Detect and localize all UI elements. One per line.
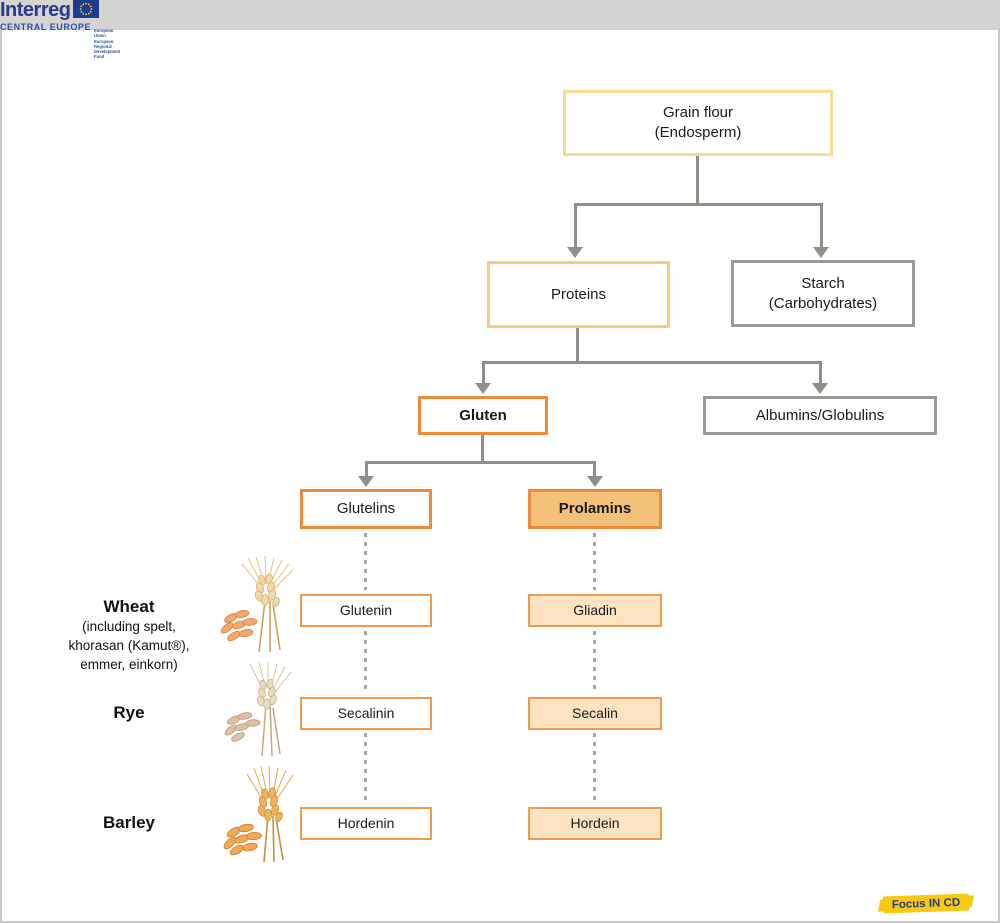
arrow-down-icon	[358, 476, 374, 487]
dotted-connector	[364, 533, 367, 590]
node-label: Secalinin	[337, 705, 395, 722]
node-glutelins	[300, 489, 432, 529]
node-label: Glutenin	[339, 602, 393, 619]
connector-line	[696, 156, 699, 203]
wheat-subtitle-line: (including spelt,	[82, 619, 176, 634]
focus-in-cd-banner	[883, 894, 970, 914]
node-label: Hordein	[570, 815, 620, 832]
connector-line	[574, 203, 577, 247]
window-top-bar	[0, 0, 1000, 30]
arrow-down-icon	[567, 247, 583, 258]
connector-line	[593, 461, 596, 476]
node-glutenin	[300, 594, 432, 627]
node-label: Proteins	[550, 285, 607, 303]
arrow-down-icon	[587, 476, 603, 487]
node-proteins	[487, 261, 670, 328]
connector-line	[576, 328, 579, 361]
node-label: Gluten	[459, 406, 507, 424]
node-label: Starch	[801, 274, 845, 292]
barley-title: Barley	[103, 813, 155, 832]
wheat-subtitle-line: emmer, einkorn)	[80, 657, 178, 673]
connector-line	[365, 461, 596, 464]
connector-line	[365, 461, 368, 476]
eu-funding-line: European Regional	[94, 38, 114, 49]
node-label: (Carbohydrates)	[768, 294, 878, 312]
arrow-down-icon	[813, 247, 829, 258]
wheat-title: Wheat	[103, 597, 155, 616]
focus-in-cd-label: Focus IN CD	[891, 896, 961, 911]
node-label: Gliadin	[573, 602, 617, 619]
connector-line	[820, 203, 823, 247]
eu-funding-line: European Union	[94, 28, 114, 39]
node-hordein	[528, 807, 662, 840]
connector-line	[481, 435, 484, 461]
connector-line	[482, 361, 485, 383]
dotted-connector	[364, 631, 367, 693]
eu-flag-icon	[73, 0, 99, 18]
node-hordenin	[300, 807, 432, 840]
dotted-connector	[593, 631, 596, 693]
row-label-rye	[40, 703, 218, 723]
node-label: Grain flour	[662, 104, 734, 122]
node-grain-flour	[563, 90, 833, 156]
dotted-connector	[593, 733, 596, 803]
node-label: Secalin	[572, 705, 618, 722]
node-label: Glutelins	[336, 500, 396, 518]
eu-funding-text	[94, 28, 120, 60]
node-label: Prolamins	[558, 500, 632, 518]
node-label: (Endosperm)	[654, 124, 742, 141]
node-label: Albumins/Globulins	[755, 406, 885, 424]
barley-plant-icon	[220, 766, 298, 864]
connector-line	[574, 203, 823, 206]
node-secalinin	[300, 697, 432, 730]
interreg-wordmark: Interreg	[0, 0, 71, 21]
node-gluten	[418, 396, 548, 435]
arrow-down-icon	[812, 383, 828, 394]
dotted-connector	[593, 533, 596, 590]
node-albumins-globulins	[703, 396, 937, 435]
node-prolamins	[528, 489, 662, 529]
page-frame-border	[0, 28, 1000, 923]
central-europe-label: CENTRAL EUROPE	[0, 22, 92, 32]
eu-funding-line: Development Fund	[94, 49, 121, 60]
arrow-down-icon	[475, 383, 491, 394]
row-label-barley	[40, 813, 218, 833]
connector-line	[819, 361, 822, 383]
node-label: Hordenin	[337, 815, 395, 832]
row-label-wheat	[40, 597, 218, 674]
node-gliadin	[528, 594, 662, 627]
rye-plant-icon	[222, 662, 294, 758]
rye-title: Rye	[113, 703, 145, 722]
node-secalin	[528, 697, 662, 730]
wheat-plant-icon	[218, 556, 296, 654]
interreg-logo	[0, 0, 121, 60]
wheat-subtitle-line: khorasan (Kamut®),	[68, 638, 190, 654]
connector-line	[482, 361, 822, 364]
node-starch	[731, 260, 915, 327]
dotted-connector	[364, 733, 367, 803]
